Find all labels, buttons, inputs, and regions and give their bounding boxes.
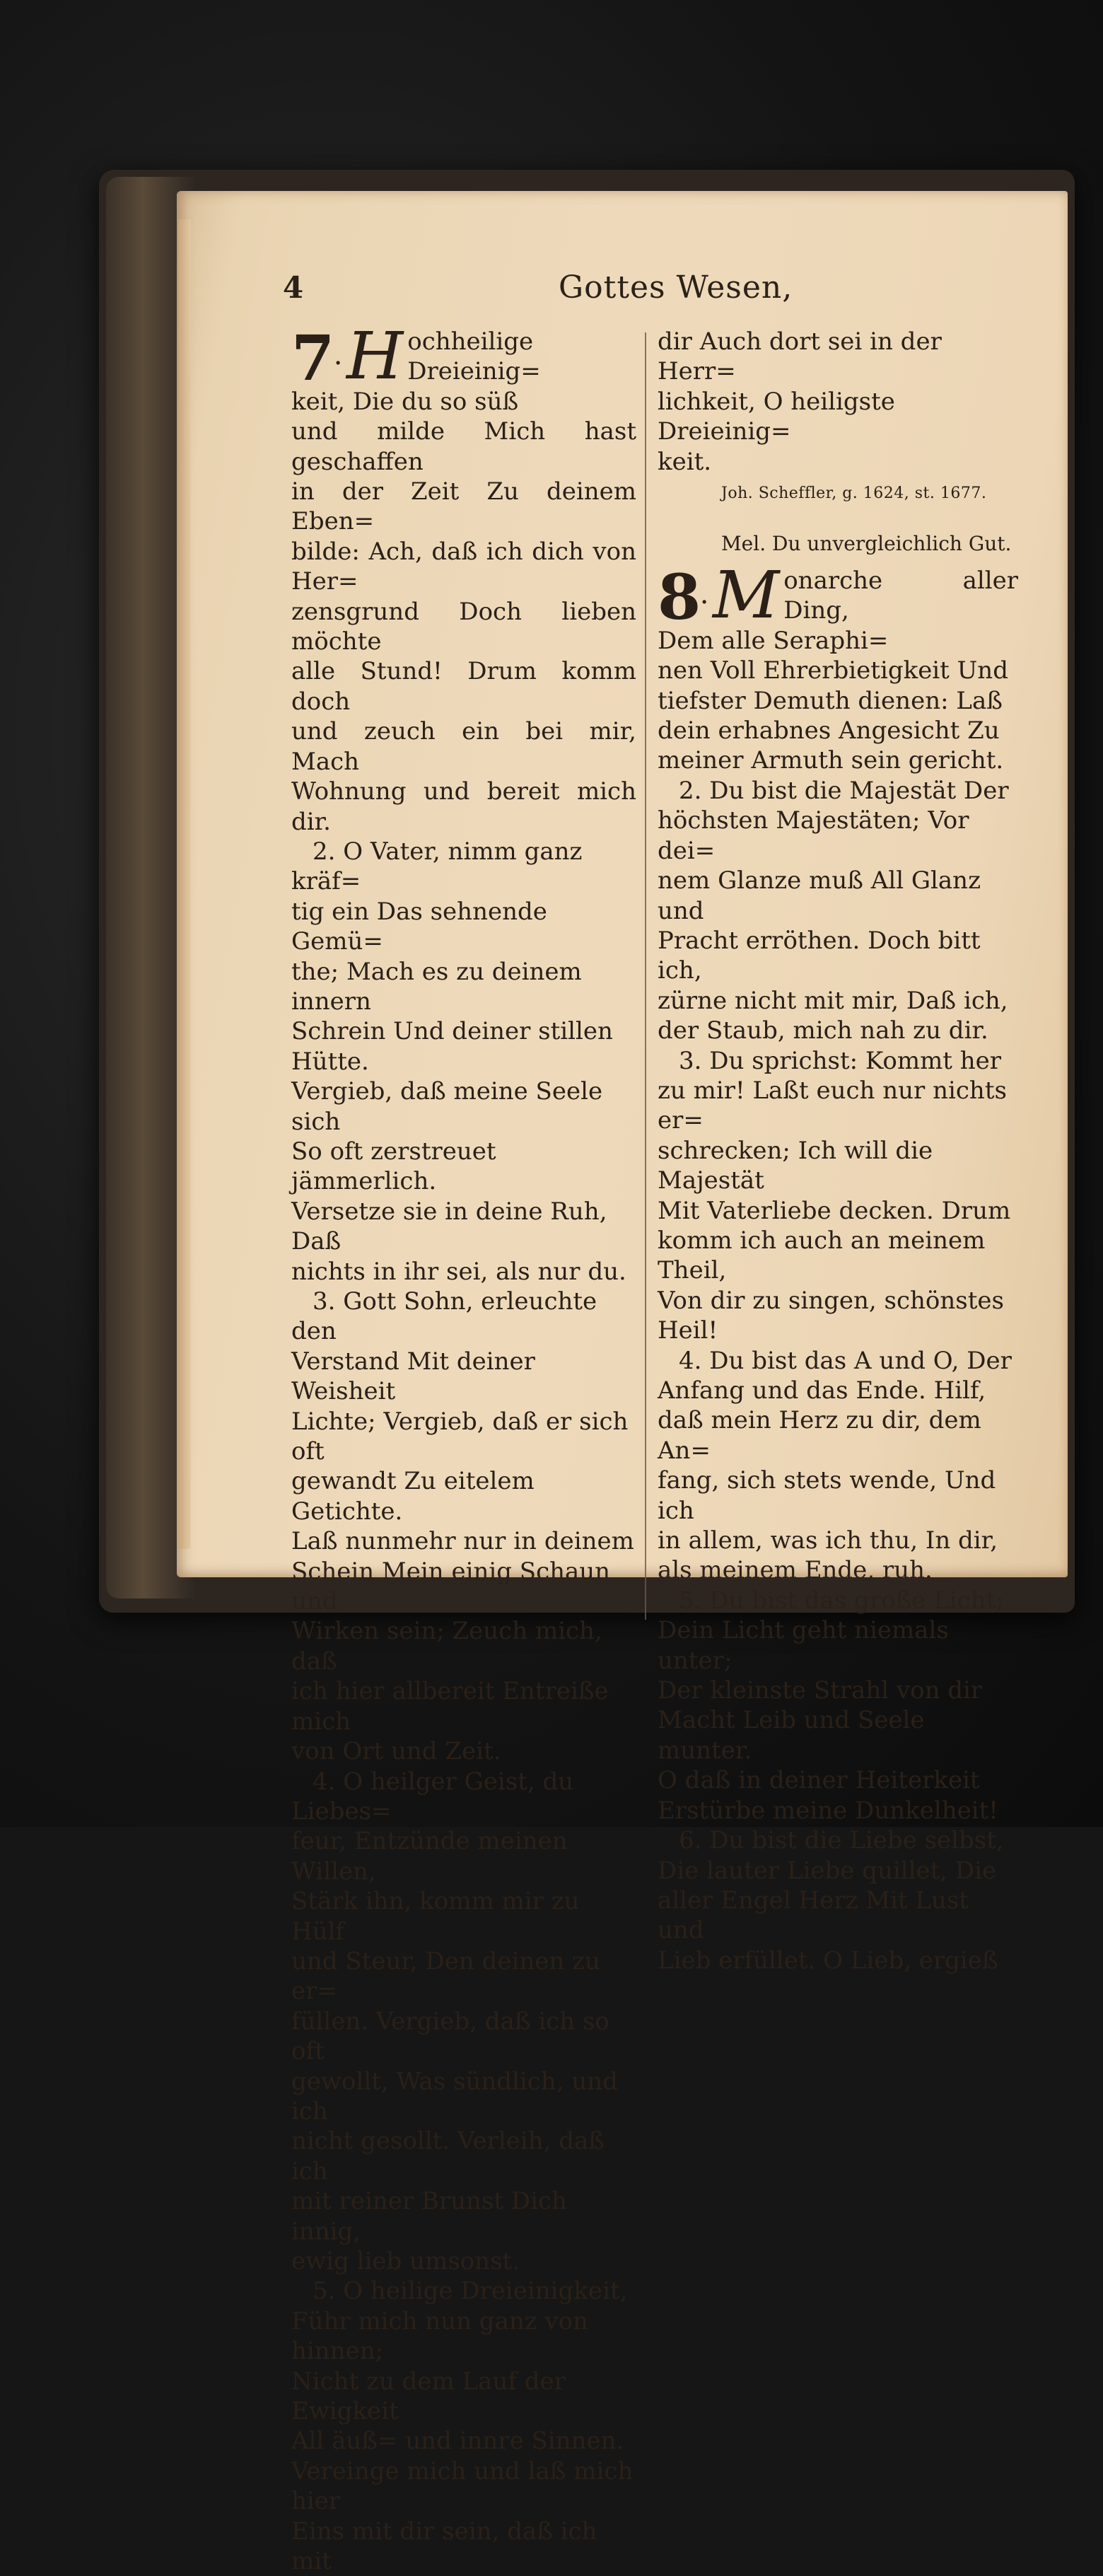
- hymn-8-stanza-1-text: onarche aller Ding, Dem alle Seraphi= nen Voll Ehrerbietigkeit Und tiefster Demuth dienen: Laß dein erhabnes Angesicht Zu meiner Armuth sein gericht.: [658, 567, 1018, 775]
- hymn-7-stanza-1: [291, 318, 636, 837]
- column-divider: [645, 332, 646, 1620]
- right-column: [658, 327, 1018, 1975]
- left-column: [291, 318, 636, 2576]
- hymn-8-stanza-6: 6. Du bist die Liebe selbst, Die lauter Liebe quillet, Die aller Engel Herz Mit Lust und Lieb erfüllet. O Lieb, ergieß: [658, 1826, 1004, 1975]
- hymn-7-attribution: Joh. Scheffler, g. 1624, st. 1677.: [721, 485, 987, 503]
- hymn-7-continuation: dir Auch dort sei in der Herr= lichkeit, O heiligste Dreieinig= keit.: [658, 327, 942, 476]
- hymn-7-stanza-5: 5. O heilige Dreieinigkeit, Führ mich nun ganz von hinnen; Nicht zu dem Lauf der Ewigkeit All äuß= und innre Sinnen. Vereinge mich und laß mich hier Eins mit dir sein, daß ich mit: [291, 2277, 634, 2576]
- hymn-7-stanza-2: 2. O Vater, nimm ganz kräf= tig ein Das sehnende Gemü= the; Mach es zu deinem innern Schrein Und deiner stillen Hütte. Vergieb, daß meine Seele sich So oft zerstreuet jämmerlich. Versetze sie in deine Ruh, Daß nichts in ihr sei, als nur du.: [291, 837, 626, 1286]
- page-number: 4: [283, 270, 304, 305]
- hymn-7-stanza-1-text: ochheilige Dreieinig= keit, Die du so süß und milde Mich hast geschaffen in der Zeit Zu deinem Eben= bilde: Ach, daß ich dich von Her= zensgrund Doch lieben möchte alle Stund! Drum komm doch und zeuch ein bei mir, Mach Wohnung und bereit mich dir.: [291, 327, 636, 836]
- hymn-8-dropcap: M: [713, 557, 780, 634]
- hymn-8-stanza-5: 5. Du bist das große Licht; Dein Licht geht niemals unter; Der kleinste Strahl von dir Macht Leib und Seele munter. O daß in deiner Heiterkeit Erstürbe meine Dunkelheit!: [658, 1586, 1004, 1825]
- hymn-8-stanza-2: 2. Du bist die Majestät Der höchsten Majestäten; Vor dei= nem Glanze muß All Glanz und Pracht erröthen. Doch bitt ich, zürne nicht mit mir, Daß ich, der Staub, mich nah zu dir.: [658, 776, 1009, 1045]
- hymn-8-stanza-3: 3. Du sprichst: Kommt her zu mir! Laßt euch nur nichts er= schrecken; Ich will die Majestät Mit Vaterliebe decken. Drum komm ich auch an meinem Theil, Von dir zu singen, schönstes Heil!: [658, 1046, 1011, 1345]
- hymn-7-stanza-3: 3. Gott Sohn, erleuchte den Verstand Mit deiner Weisheit Lichte; Vergieb, daß er sich oft gewandt Zu eitelem Getichte. Laß nunmehr nur in deinem Schein Mein einig Schaun und Wirken sein; Zeuch mich, daß ich hier allbereit Entreiße mich von Ort und Zeit.: [291, 1287, 634, 1766]
- hymn-8-melody: Mel. Du unvergleichlich Gut.: [721, 532, 1012, 556]
- hymn-7-number: 7.: [291, 321, 342, 395]
- page-header: [283, 270, 1025, 306]
- hymn-8-stanza-1: [658, 557, 1018, 776]
- hymn-8-stanza-4: 4. Du bist das A und O, Der Anfang und das Ende. Hilf, daß mein Herz zu dir, dem An= fang, sich stets wende, Und ich in allem, was ich thu, In dir, als meinem Ende, ruh.: [658, 1346, 1012, 1585]
- running-head: Gottes Wesen,: [559, 269, 793, 306]
- hymn-7-dropcap: H: [346, 318, 404, 394]
- hymn-8-number: 8.: [658, 560, 708, 634]
- hymn-7-stanza-4: 4. O heilger Geist, du Liebes= feur, Entzünde meinen Willen, Stärk ihn, komm mir zu Hülf und Steur, Den deinen zu er= füllen. Vergieb, daß ich so oft gewollt, Was sündlich, und ich nicht gesollt. Verleih, daß ich mit reiner Brunst Dich innig, ewig lieb umsonst.: [291, 1767, 618, 2275]
- page-edge-strip: [178, 219, 191, 1549]
